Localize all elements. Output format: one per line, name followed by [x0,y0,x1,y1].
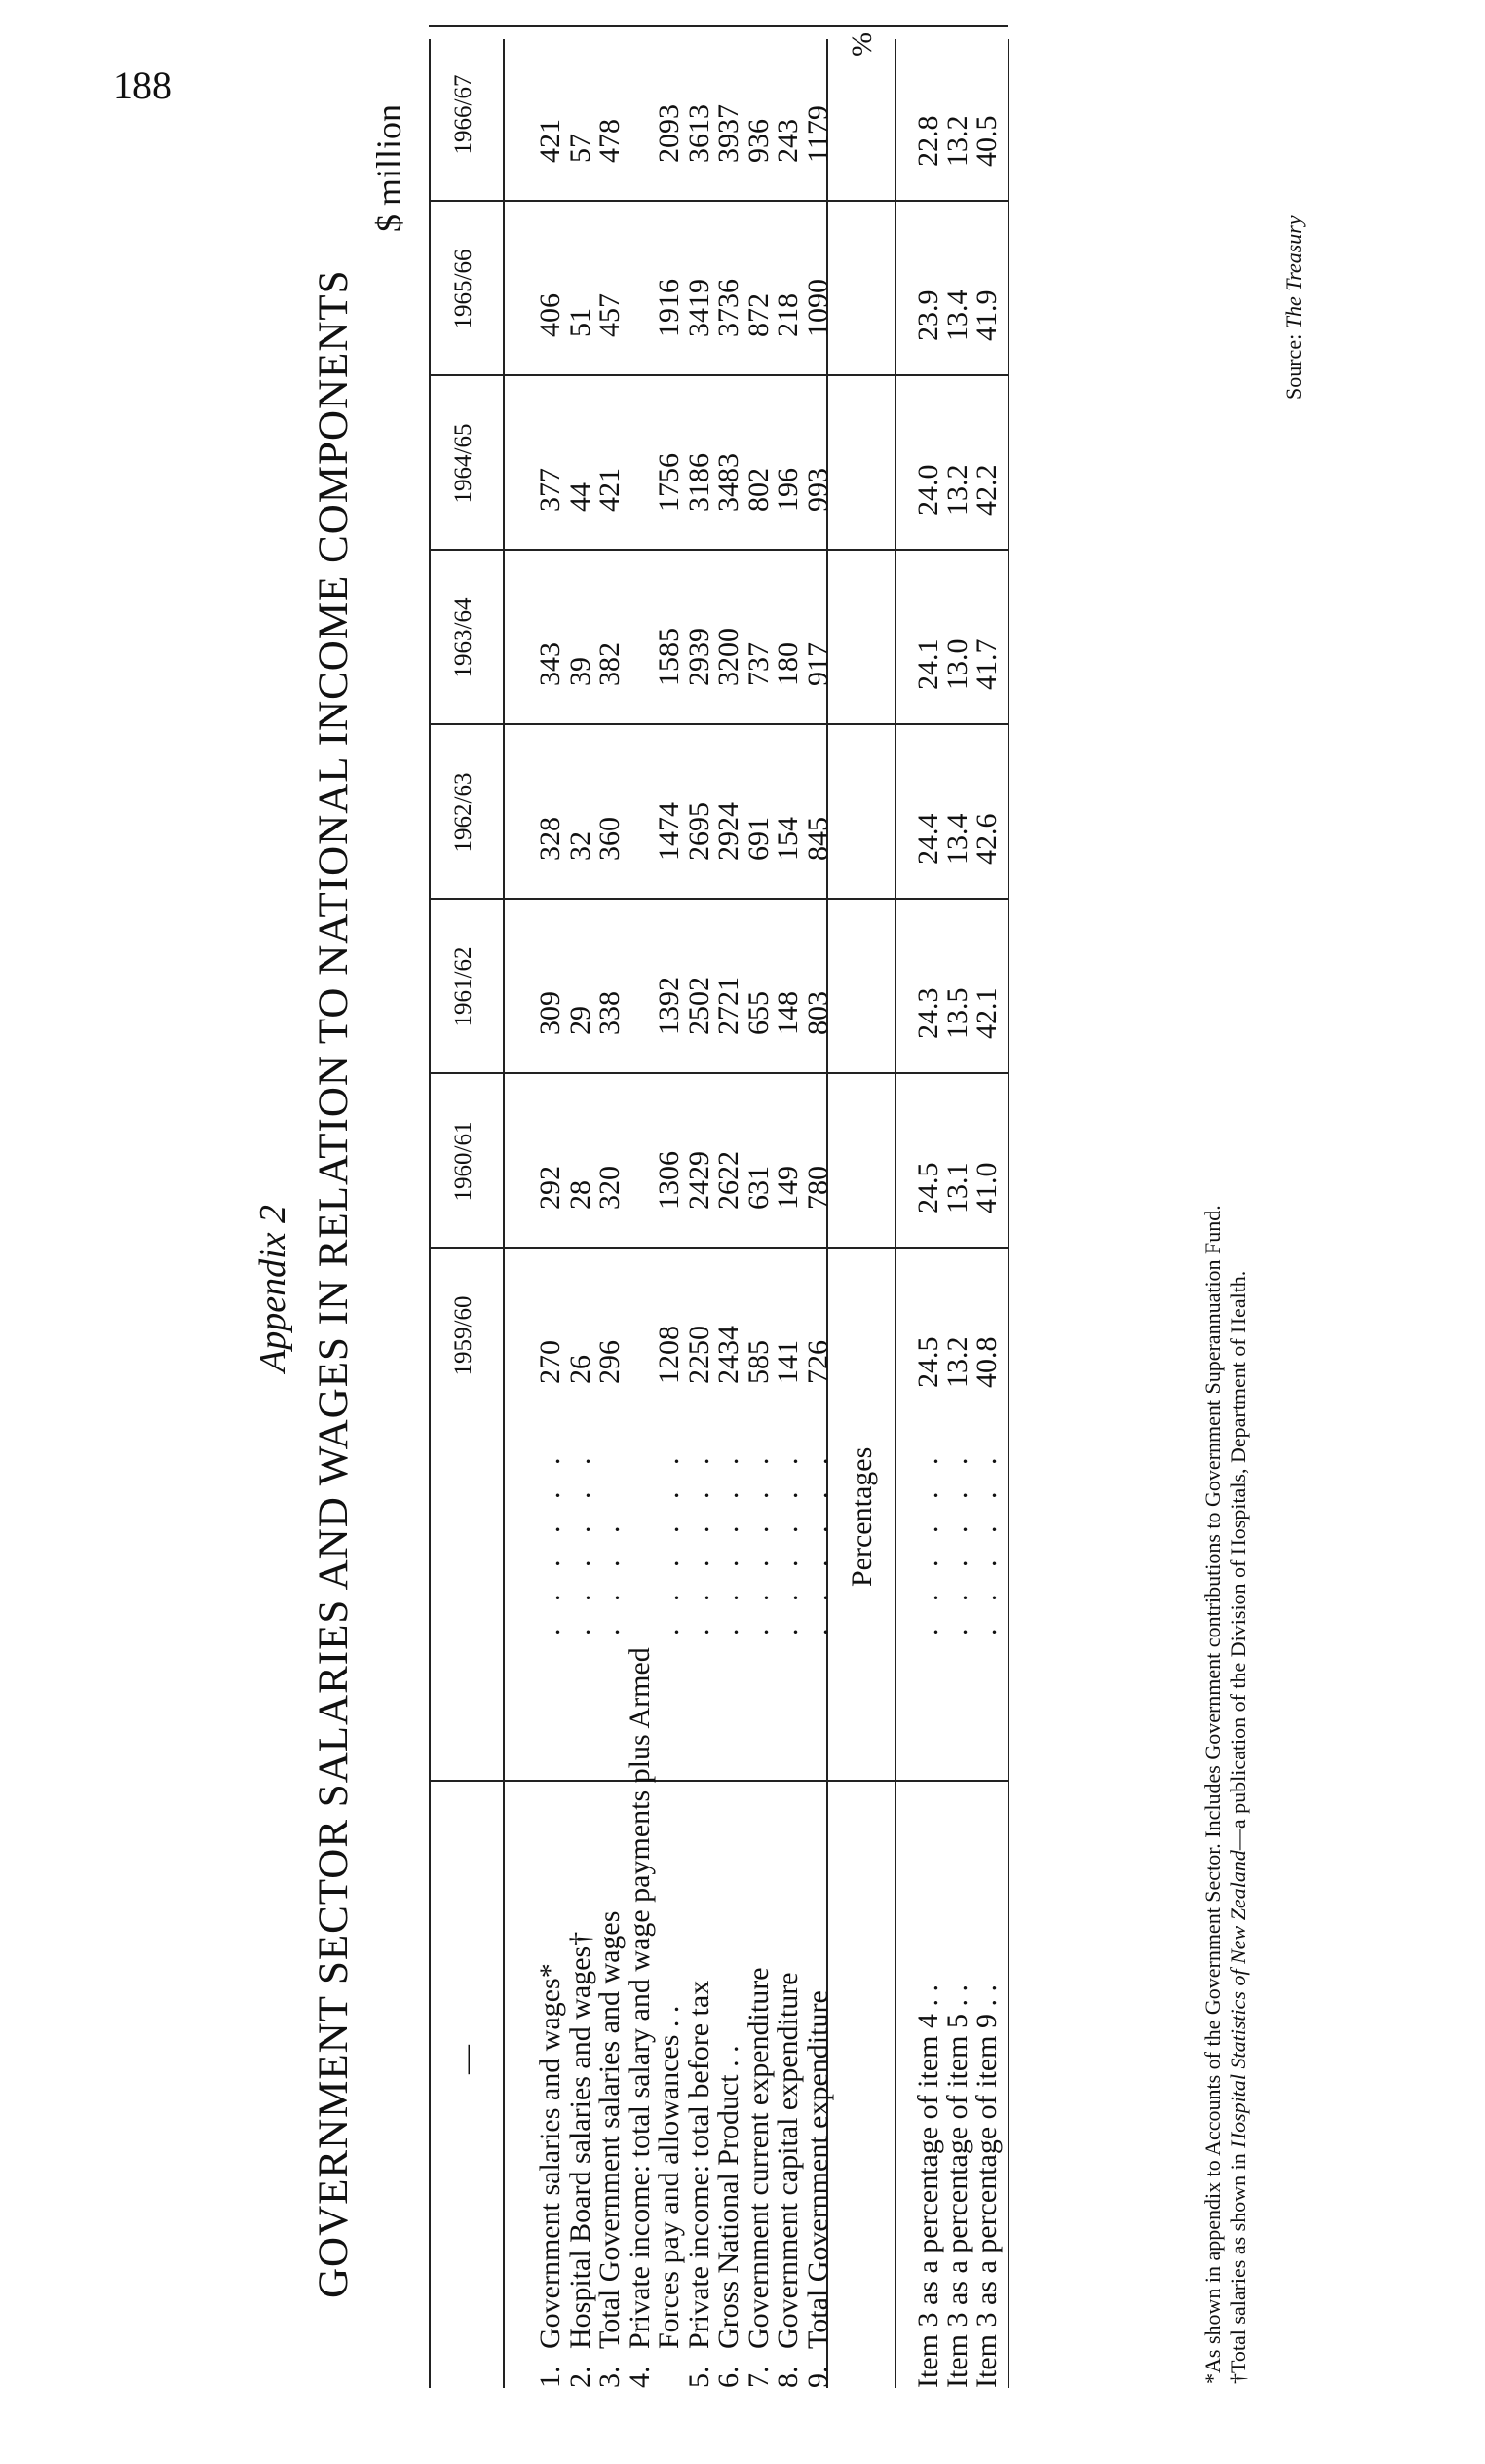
year-header: 1962/63 [450,772,476,853]
footnote-2: †Total salaries as shown in Hospital Statistics of New Zealand—a publication of the Division of Hospitals, Department of Health. [1226,1270,1250,2384]
table-cell: 3419 [682,279,715,337]
percentage-cell: 41.0 [971,1162,1003,1213]
row-label-text: Private income: total salary and wage payments plus Armed [623,1647,656,2349]
leader-dots: . . . . . . [801,1447,834,1636]
source-note: Source: The Treasury [1281,215,1306,400]
table-top-rule [429,39,431,2388]
table-cell: 26 [563,1355,596,1384]
year-header: 1961/62 [450,946,476,1027]
percentage-cell: 13.5 [941,987,973,1039]
table-cell: 57 [563,134,596,163]
row-label-text: Forces pay and allowances . . [653,2005,685,2349]
table-cell: 780 [801,1166,834,1210]
table-cell: 726 [801,1340,834,1384]
table-cell: 320 [593,1166,626,1210]
percentage-cell: 24.0 [912,464,944,516]
table-cell: 691 [742,817,775,861]
table-cell: 2502 [682,977,715,1035]
table-cell: 1179 [801,105,834,163]
percentages-heading: Percentages [846,1446,878,1587]
percentage-cell: 42.2 [971,464,1003,516]
table-cell: 28 [563,1180,596,1210]
year-header: 1959/60 [450,1295,476,1376]
column-divider [429,200,1008,202]
leader-dots: . . . . . . [682,1447,715,1636]
column-divider [429,374,1008,376]
row-label-text: Gross National Product . . [712,2045,744,2349]
row-number: 3. [593,2366,626,2388]
table-cell: 44 [563,482,596,512]
table-cell: 1392 [653,977,685,1035]
table-cell: 141 [772,1340,804,1384]
leader-dots: . . . . . . [742,1447,775,1636]
row-label [653,2006,686,2388]
row-number: 4. [623,2366,656,2388]
leader-dots: . . . . . . [941,1447,973,1636]
table-cell: 478 [593,119,626,163]
column-divider [429,1780,1008,1782]
row-label [802,1990,835,2388]
percent-rule [895,39,896,2388]
table-cell: 655 [742,991,775,1035]
table-cell: 2695 [682,802,715,861]
row-label-text: Government current expenditure [742,1967,775,2349]
year-header: 1966/67 [450,74,476,155]
percentage-cell: 40.5 [971,115,1003,167]
table-cell: 936 [742,119,775,163]
table-cell: 421 [593,468,626,512]
percentage-cell: 41.9 [971,289,1003,341]
column-divider [429,1072,1008,1074]
table-cell: 1474 [653,802,685,861]
year-header: 1964/65 [450,423,476,504]
row-label [712,2045,745,2388]
table-cell: 39 [563,657,596,686]
column-divider [429,25,1008,27]
percentage-cell: 22.8 [912,115,944,167]
row-label [624,1647,657,2388]
row-number: 6. [712,2366,744,2388]
row-label [593,1911,627,2388]
table-cell: 845 [801,817,834,861]
table-cell: 180 [772,642,804,686]
year-header: 1960/61 [450,1121,476,1202]
year-header: 1963/64 [450,597,476,678]
appendix-label: Appendix 2 [252,1204,293,1372]
table-cell: 292 [534,1166,566,1210]
table-cell: 3200 [712,628,744,686]
table-cell: 154 [772,817,804,861]
table-cell: 2622 [712,1151,744,1210]
table-cell: 338 [593,991,626,1035]
leader-dots: . . . . [593,1516,626,1636]
table-cell: 196 [772,468,804,512]
units-label: $ million [369,103,408,232]
percentage-cell: 13.4 [941,289,973,341]
stub-header: — [450,2045,482,2074]
table-cell: 270 [534,1340,566,1384]
percentage-row-label: Item 3 as a percentage of item 4 . . [912,1984,944,2388]
row-label [772,1972,805,2388]
table-cell: 377 [534,468,566,512]
footnote-1: *As shown in appendix to Accounts of the Government Sector. Includes Government contributions to Government Superannuation Fund. [1200,1205,1225,2384]
row-label-text: Total Government expenditure [801,1990,834,2349]
table-cell: 343 [534,642,566,686]
table-cell: 3937 [712,104,744,163]
table-cell: 2924 [712,802,744,861]
leader-dots: . . . . . . [772,1447,804,1636]
table-cell: 32 [563,831,596,861]
row-number: 7. [742,2366,775,2388]
table-cell: 1756 [653,453,685,512]
table-cell: 2939 [682,628,715,686]
table-cell: 585 [742,1340,775,1384]
table-bottom-rule [1008,39,1009,2388]
table-cell: 243 [772,119,804,163]
column-divider [429,1247,1008,1249]
table-cell: 1585 [653,628,685,686]
percentage-cell: 42.6 [971,813,1003,865]
year-header: 1965/66 [450,249,476,329]
table-cell: 1208 [653,1326,685,1384]
table-cell: 803 [801,991,834,1035]
table-cell: 737 [742,642,775,686]
table-cell: 993 [801,468,834,512]
percentage-cell: 13.4 [941,813,973,865]
row-number: 5. [682,2366,715,2388]
row-label-text: Hospital Board salaries and wages† [563,1931,596,2349]
percentage-cell: 24.5 [912,1162,944,1213]
table-cell: 29 [563,1006,596,1035]
row-number: 1. [534,2366,566,2388]
table-cell: 802 [742,468,775,512]
leader-dots: . . . . . . [971,1447,1003,1636]
leader-dots: . . . . . . [534,1447,566,1636]
table-cell: 2250 [682,1326,715,1384]
column-divider [429,723,1008,725]
table-cell: 3736 [712,279,744,337]
table-cell: 51 [563,308,596,337]
table-cell: 406 [534,293,566,337]
table-cell: 3186 [682,453,715,512]
row-label-text: Government salaries and wages* [534,1963,566,2349]
table-cell: 872 [742,293,775,337]
leader-dots: . . . . . . [912,1447,944,1636]
row-number: 9. [801,2366,834,2388]
header-rule [503,39,505,2388]
table-cell: 382 [593,642,626,686]
percentage-row-label: Item 3 as a percentage of item 5 . . [941,1984,973,2388]
table-cell: 2093 [653,104,685,163]
table-cell: 3613 [682,104,715,163]
leader-dots: . . . . . . [712,1447,744,1636]
page-number: 188 [113,63,171,107]
percentage-cell: 23.9 [912,289,944,341]
table-cell: 360 [593,817,626,861]
percentage-cell: 13.0 [941,638,973,690]
table-cell: 1090 [801,279,834,337]
row-label-text: Total Government salaries and wages [593,1910,626,2349]
table-cell: 296 [593,1340,626,1384]
table-cell: 2429 [682,1151,715,1210]
percentage-cell: 24.5 [912,1336,944,1388]
table-cell: 328 [534,817,566,861]
column-divider [429,549,1008,551]
table-cell: 3483 [712,453,744,512]
leader-dots: . . . . . . [653,1447,685,1636]
table-cell: 1306 [653,1151,685,1210]
table-cell: 218 [772,293,804,337]
table-cell: 457 [593,293,626,337]
percentage-cell: 13.2 [941,115,973,167]
percentage-cell: 24.4 [912,813,944,865]
percentage-cell: 42.1 [971,987,1003,1039]
page-title: GOVERNMENT SECTOR SALARIES AND WAGES IN RELATION TO NATIONAL INCOME COMPONENTS [311,269,357,2298]
percentage-cell: 13.2 [941,464,973,516]
row-label [683,1981,716,2388]
table-cell: 917 [801,642,834,686]
percentage-cell: 24.3 [912,987,944,1039]
row-label [742,1967,776,2388]
row-number: 8. [772,2366,804,2388]
percentage-cell: 24.1 [912,638,944,690]
table-cell: 149 [772,1166,804,1210]
percentage-cell: 13.1 [941,1162,973,1213]
row-label-text: Government capital expenditure [772,1972,804,2349]
row-label [564,1932,597,2388]
row-number: 2. [563,2366,596,2388]
table-cell: 421 [534,119,566,163]
table-cell: 309 [534,991,566,1035]
percent-unit: % [846,32,878,57]
table-cell: 148 [772,991,804,1035]
percentage-row-label: Item 3 as a percentage of item 9 . . [971,1984,1003,2388]
table-cell: 631 [742,1166,775,1210]
table-cell: 2721 [712,977,744,1035]
leader-dots: . . . . . . [563,1447,596,1636]
table-cell: 2434 [712,1326,744,1384]
column-divider [429,898,1008,900]
row-label [534,1963,567,2388]
table-cell: 1916 [653,279,685,337]
row-label-text: Private income: total before tax [682,1980,715,2349]
percentage-cell: 13.2 [941,1336,973,1388]
percentage-cell: 40.8 [971,1336,1003,1388]
percentage-cell: 41.7 [971,638,1003,690]
